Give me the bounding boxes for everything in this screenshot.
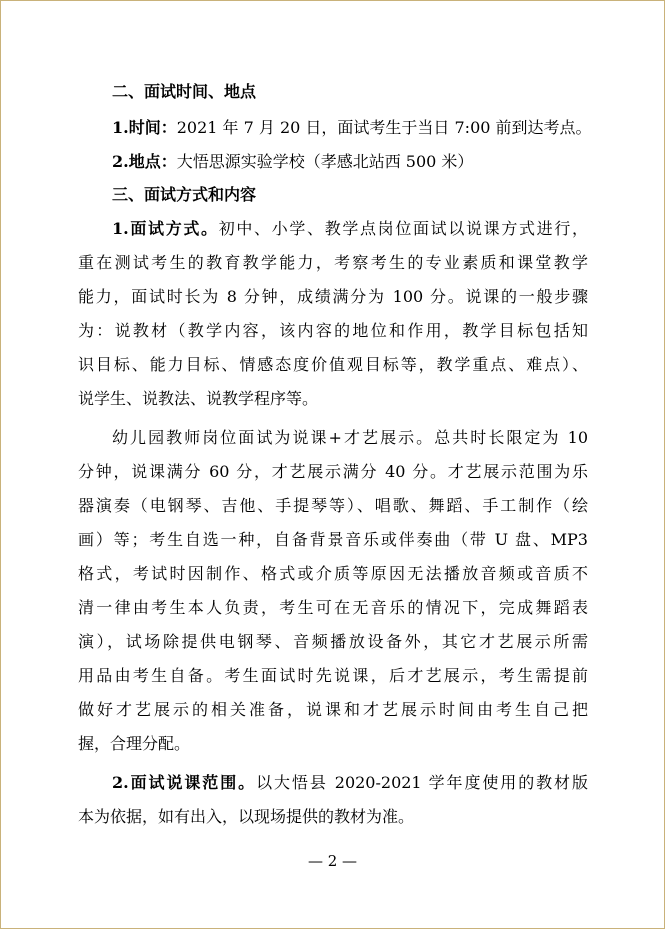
kindergarten-line-last: 握，合理分配。 bbox=[78, 734, 191, 753]
method-line: 识目标、能力目标、情感态度价值观目标等，教学重点、难点）、 bbox=[78, 355, 588, 374]
place-label: 2.地点： bbox=[112, 152, 177, 171]
time-label: 1.时间： bbox=[112, 118, 177, 137]
kindergarten-line: 做好才艺展示的相关准备，说课和才艺展示时间由考生自己把 bbox=[78, 700, 588, 719]
method-label: 1.面试方式。 bbox=[112, 219, 219, 238]
scope-line-1 bbox=[112, 773, 588, 793]
kindergarten-line: 用品由考生自备。考生面试时先说课，后才艺展示，考生需提前 bbox=[78, 666, 588, 685]
method-line: 能力，面试时长为 8 分钟，成绩满分为 100 分。说课的一般步骤 bbox=[78, 287, 588, 306]
kindergarten-line: 清一律由考生本人负责，考生可在无音乐的情况下，完成舞蹈表 bbox=[78, 598, 588, 617]
time-text: 2021 年 7 月 20 日，面试考生于当日 7:00 前到达考点。 bbox=[176, 118, 592, 137]
method-line: 重在测试考生的教育教学能力，考察考生的专业素质和课堂教学 bbox=[78, 253, 588, 272]
place-line bbox=[112, 152, 622, 172]
method-line: 为：说教材（教学内容，该内容的地位和作用，教学目标包括知 bbox=[78, 321, 588, 340]
scope-text: 以大悟县 2020-2021 学年度使用的教材版 bbox=[256, 773, 588, 792]
page-number: — 2 — bbox=[307, 852, 358, 870]
kindergarten-line: 分钟，说课满分 60 分，才艺展示满分 40 分。才艺展示范围为乐 bbox=[78, 462, 588, 481]
section-heading-2: 二、面试时间、地点 bbox=[112, 82, 257, 101]
place-text: 大悟思源实验学校（孝感北站西 500 米） bbox=[176, 152, 474, 171]
method-line-1 bbox=[112, 219, 588, 239]
method-text: 初中、小学、教学点岗位面试以说课方式进行， bbox=[218, 219, 588, 238]
kindergarten-line-1: 幼儿园教师岗位面试为说课+才艺展示。总共时长限定为 10 bbox=[112, 428, 588, 447]
scope-label: 2.面试说课范围。 bbox=[112, 773, 257, 792]
section-heading-3: 三、面试方式和内容 bbox=[112, 185, 257, 204]
time-line bbox=[112, 118, 622, 138]
scope-line-2: 本为依据，如有出入，以现场提供的教材为准。 bbox=[78, 807, 415, 826]
kindergarten-line: 画）等；考生自选一种，自备背景音乐或伴奏曲（带 U 盘、MP3 bbox=[78, 530, 588, 549]
kindergarten-line: 演），试场除提供电钢琴、音频播放设备外，其它才艺展示所需 bbox=[78, 632, 588, 651]
kindergarten-line: 格式，考试时因制作、格式或介质等原因无法播放音频或音质不 bbox=[78, 564, 588, 583]
method-line-last: 说学生、说教法、说教学程序等。 bbox=[78, 389, 319, 408]
kindergarten-line: 器演奏（电钢琴、吉他、手提琴等）、唱歌、舞蹈、手工制作（绘 bbox=[78, 496, 588, 515]
